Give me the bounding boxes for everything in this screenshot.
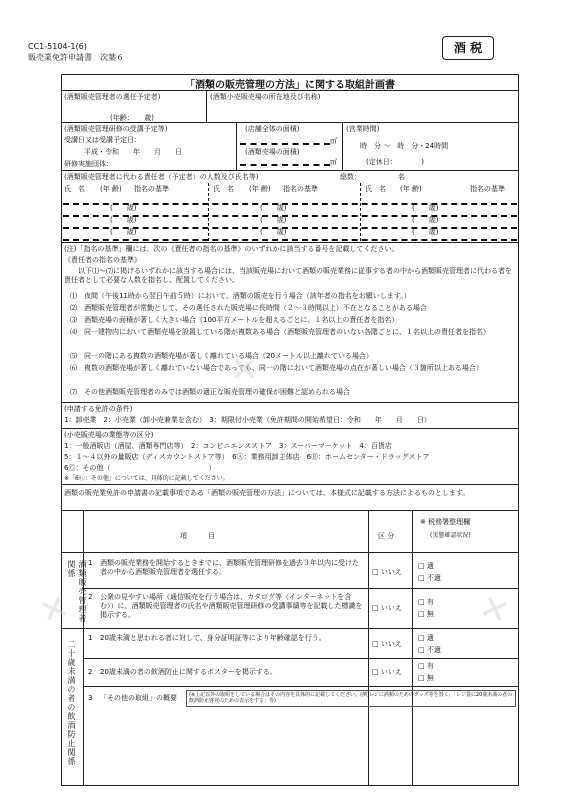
age-cell: ( 歳) bbox=[110, 204, 137, 212]
unit-m2-2: ㎡ bbox=[330, 158, 337, 166]
holiday-label: (定休日： ) bbox=[366, 158, 424, 166]
group-underage: 二十歳未満の者の飲酒防止関係 bbox=[67, 640, 76, 766]
col-age-2: (年 齢) bbox=[249, 185, 271, 193]
form-title: 「酒類の販売管理の方法」に関する取組計画書 bbox=[185, 80, 395, 91]
col-tax: ※ 税務署整理欄 bbox=[420, 518, 471, 526]
criteria-intro: 以下⑴～⑺に掲げるいずれかに該当する場合には、当該販売場において酒類の販売業務に従事する者の中から酒類販売管理者に代わる者を責任者として必要な人数を指名し、配置してください。 bbox=[64, 267, 512, 284]
sales-area-label: (酒類売場の面積) bbox=[245, 148, 300, 156]
watermark: ✕ bbox=[474, 586, 515, 634]
license-label: (申請する免許の条件) bbox=[64, 405, 133, 413]
col-age-3: (年 齢) bbox=[400, 185, 422, 193]
training-org: 研修実施団体： bbox=[64, 160, 113, 168]
criteria-item: ⑺ その他酒類販売管理者のみでは酒類の適正な販売管理の確保が困難と認められる場合 bbox=[70, 388, 350, 396]
row-opt2[interactable]: □ 不適 bbox=[418, 574, 441, 582]
col-age-1: (年 齢) bbox=[100, 185, 122, 193]
criteria-head: 《責任者の指名の基準》 bbox=[64, 256, 141, 264]
row-text: 20歳未満の者の飲酒防止に関するポスターを掲示する。 bbox=[100, 668, 277, 676]
row-kubun: □ いいえ bbox=[372, 668, 402, 676]
row-kubun: □ いいえ bbox=[372, 604, 402, 612]
license-options: 1：卸売業 2：小売業（卸小売兼業を含む） 3：期限付小売業（免許期間の開始希望日：令和 年 月 日） bbox=[64, 416, 431, 424]
col-criteria-2: 指名の基準 bbox=[283, 185, 318, 193]
age-cell: ( 歳) bbox=[412, 204, 439, 212]
form-code: CC1-5104-1(6) bbox=[28, 42, 87, 51]
row-num: 3 bbox=[88, 694, 93, 702]
row-opt2[interactable]: □ 不適 bbox=[418, 646, 441, 654]
age-cell: ( 歳) bbox=[260, 216, 287, 224]
row-num: 1 bbox=[88, 634, 93, 642]
watermark: ✕ bbox=[230, 350, 259, 390]
row-opt1[interactable]: □ 有 bbox=[418, 662, 434, 670]
other-note: (※上記以外の取組をしている場合はその内容を具体的に記載してください。(例)レジに酒類のためのグッズ等を置く、「レジ袋に20歳未満の者の飲酒防止啓発のための表示をする」等) bbox=[186, 690, 516, 707]
store-label: (酒類小売販売場の所在地及び名称) bbox=[210, 93, 321, 101]
age-cell: ( 歳) bbox=[260, 228, 287, 236]
category-line3: 6Ⓒ：その他（ ） bbox=[64, 464, 216, 472]
tax-stamp: 酒 税 bbox=[442, 36, 494, 60]
row-num: 1 bbox=[88, 559, 93, 567]
row-text: 「その他の取組」の概要 bbox=[100, 694, 177, 702]
age-cell: ( 歳) bbox=[110, 228, 137, 236]
training-date: 受講日又は受講予定日： bbox=[64, 136, 141, 144]
criteria-item: ⑸ 同一の階にある複数の酒類売場が著しく離れている場合（20メートル以上離れている場合） bbox=[70, 352, 373, 360]
age-cell: ( 歳) bbox=[412, 216, 439, 224]
criteria-item: ⑶ 酒類売場の面積が著しく大きい場合（100平方メートルを超えるごとに、１名以上の責任者を指名） bbox=[70, 316, 399, 324]
row-num: 2 bbox=[88, 593, 93, 601]
form-subtitle: 販売業免許申請書 次葉６ bbox=[28, 53, 124, 62]
unit-m2: ㎡ bbox=[330, 137, 337, 145]
responsible-label: (酒類販売管理者に代わる責任者（予定者）の人数及び氏名等) bbox=[64, 173, 259, 181]
age-cell: ( 歳) bbox=[260, 204, 287, 212]
criteria-item: ⑷ 同一建物内において酒類売場を設置している階が複数ある場合（酒類販売管理者のいない各階ごとに、１名以上の責任者を指名） bbox=[70, 328, 490, 336]
row-text: 公衆の見やすい場所（通信販売を行う場合は、カタログ等（インターネットを含む））に、酒類販売管理者の氏名や酒類販売管理研修の受講事績等を記載した標識を掲示する。 bbox=[100, 593, 363, 620]
hours-label: (営業時間) bbox=[346, 125, 380, 133]
row-kubun: □ いいえ bbox=[372, 640, 402, 648]
instruction: 酒類の販売業免許の申請書の記載事項である「酒類の販売管理の方法」については、本様式に記載する方法によるものとします。 bbox=[64, 489, 470, 497]
row-opt1[interactable]: □ 適 bbox=[418, 634, 434, 642]
hours-value: 時 分 ～ 時 分・24時間 bbox=[360, 142, 449, 150]
row-num: 2 bbox=[88, 668, 93, 676]
category-label: (小売販売場の業態等の区分) bbox=[64, 431, 154, 439]
col-tax-sub: (実態確認状況) bbox=[430, 532, 471, 539]
row-opt2[interactable]: □ 無 bbox=[418, 610, 434, 618]
group-manager: 酒類販売管理者関係 bbox=[67, 560, 87, 623]
col-name-1: 氏 名 bbox=[64, 185, 85, 193]
training-label: (酒類販売管理研修の受講予定等) bbox=[64, 125, 168, 133]
col-item: 項 目 bbox=[180, 532, 215, 540]
total-label: 総数： bbox=[340, 173, 361, 181]
age-cell: ( 歳) bbox=[412, 228, 439, 236]
row-opt1[interactable]: □ 適 bbox=[418, 562, 434, 570]
note-head: (注)「指名の基準」欄には、次の《責任者の指名の基準》のいずれかに該当する番号を記載してください。 bbox=[64, 245, 399, 253]
row-opt2[interactable]: □ 無 bbox=[418, 674, 434, 682]
row-kubun: □ いいえ bbox=[372, 568, 402, 576]
criteria-item: ⑵ 酒類販売管理者が常勤として、その選任された販売場に長時間（２～３時間以上）不在となることがある場合 bbox=[70, 304, 427, 312]
row-text: 酒類の販売業務を開始するときまでに、酒類販売管理研修を過去３年以内に受けた者の中から酒類販売管理者を選任する。 bbox=[100, 559, 359, 577]
criteria-item: ⑹ 複数の酒類売場が著しく離れていない場合であっても、同一の階において酒類売場の点在が著しい場合（３箇所以上ある場合） bbox=[70, 364, 483, 372]
store-area-label: (店舗全体の面積) bbox=[245, 125, 300, 133]
category-line2: 5：１～４以外の量販店（ディスカウントストア等） 6Ⓐ：業務用卸主体店 6Ⓑ：ホームセンター・ドラッグストア bbox=[64, 453, 430, 461]
row-text: 20歳未満と思われる者に対して、身分証明証等により年齢確認を行う。 bbox=[100, 634, 326, 642]
watermark: ✕ bbox=[34, 586, 75, 634]
category-note: ※「6Ⓒ：その他」については、具体的に記載してください。 bbox=[64, 475, 229, 482]
col-name-3: 氏 名 bbox=[365, 185, 386, 193]
manager-label: (酒類販売管理者の選任予定者) bbox=[64, 93, 161, 101]
col-criteria-3: 指名の基準 bbox=[470, 185, 505, 193]
training-era: 平成・令和 年 月 日 bbox=[84, 148, 182, 156]
criteria-item: ⑴ 夜間（午後11時から翌日午前５時）において、酒類の販売を行う場合（該年者の指名をお願いします。） bbox=[70, 292, 411, 300]
manager-age: (年齢： 歳) bbox=[110, 114, 154, 122]
col-name-2: 氏 名 bbox=[213, 185, 234, 193]
col-kubun: 区 分 bbox=[378, 532, 395, 540]
category-line1: 1：一般酒販店（酒屋、酒類専門店等） 2：コンビニエンスストア 3：スーパーマーケット 4：百貨店 bbox=[64, 442, 392, 450]
age-cell: ( 歳) bbox=[110, 216, 137, 224]
col-criteria-1: 指名の基準 bbox=[134, 185, 169, 193]
total-unit: 名 bbox=[398, 173, 405, 181]
row-opt1[interactable]: □ 有 bbox=[418, 598, 434, 606]
